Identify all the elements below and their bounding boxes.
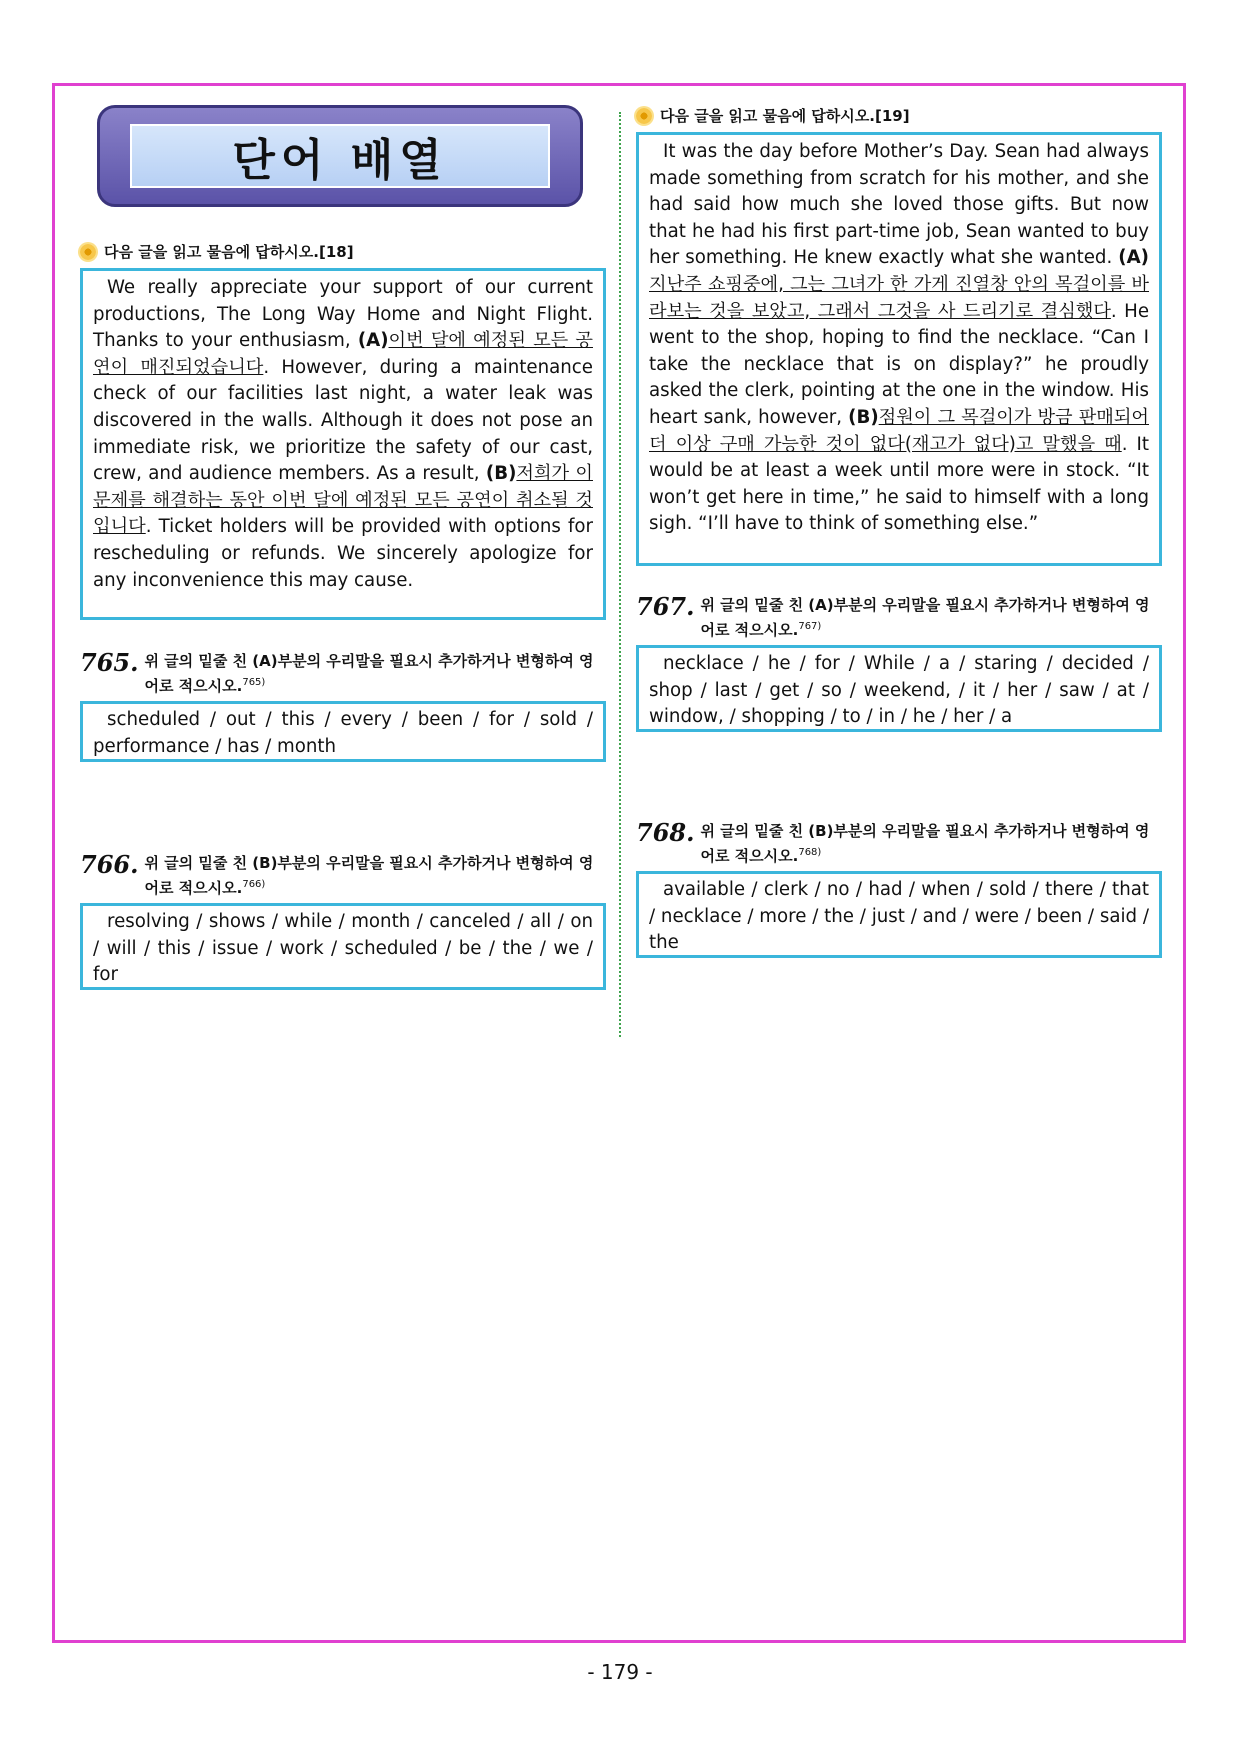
question-765 (80, 650, 606, 697)
question-766 (80, 852, 606, 899)
answer-box-768 (636, 871, 1162, 958)
underlined-b: 점원이 그 목걸이가 방금 판매되어 더 이상 구매 가능한 것이 없다(재고가 없다)고 말했을 때 (649, 406, 1149, 455)
answer-box-765 (80, 701, 606, 762)
passage-text: . However, during a maintenance check of our facilities last night, a water leak was discovered in the walls. Although it does not pose an immediate risk, we prioritize the safety of our cast, crew, and audience members. As a result, (93, 356, 594, 485)
instruction-text: 다음 글을 읽고 물음에 답하시오.[19] (660, 107, 910, 125)
question-number: 765. (80, 648, 139, 677)
title-banner (97, 105, 583, 207)
page-number: - 179 - (587, 1660, 653, 1684)
page-title: 단어 배열 (232, 135, 448, 186)
underlined-a: 이번 달에 예정된 모든 공연이 매진되었습니다 (93, 330, 593, 378)
answer-box-767 (636, 645, 1162, 732)
question-text: 위 글의 밑줄 친 (B)부분의 우리말을 필요시 추가하거나 변형하여 영어로 적으시오.$^{766)}$ (144, 854, 594, 897)
title-inner (130, 124, 550, 188)
instruction-text: 다음 글을 읽고 물음에 답하시오.[18] (104, 243, 354, 261)
label-a: (A) (1118, 247, 1149, 269)
underlined-b: 저희가 이 문제를 해결하는 동안 이번 달에 예정된 모든 공연이 취소될 것입니다 (93, 463, 593, 538)
answer-box-766 (80, 903, 606, 990)
question-text: 위 글의 밑줄 친 (A)부분의 우리말을 필요시 추가하거나 변형하여 영어로 적으시오.$^{765)}$ (144, 652, 594, 695)
question-number: 766. (80, 850, 139, 879)
flower-icon (80, 244, 96, 260)
word-bank: resolving / shows / while / month / canceled / all / on / will / this / issue / work / scheduled / be / the / we / for (93, 911, 593, 986)
passage-18 (80, 268, 606, 620)
underlined-a: 지난주 쇼핑중에, 그는 그녀가 한 가게 진열창 안의 목걸이를 바라보는 것을 보았고, 그래서 그것을 사 드리기로 결심했다 (649, 273, 1149, 322)
column-divider (619, 112, 621, 1037)
question-number: 767. (636, 592, 695, 621)
passage-19 (636, 132, 1162, 566)
passage-text: We really appreciate your support of our current productions, The Long Way Home and Night Flight. Thanks to your enthusiasm, (93, 277, 593, 352)
instruction-19 (636, 105, 1162, 126)
question-768 (636, 820, 1162, 867)
instruction-18 (80, 241, 606, 262)
right-column (636, 105, 1162, 958)
label-a: (A) (357, 330, 389, 352)
passage-text: It was the day before Mother’s Day. Sean had always made something from scratch for his mother, and she had said how much she loved those gifts. But now that he had his first part-time job, Sean wanted to buy her something. He knew exactly what she wanted. (649, 141, 1149, 269)
flower-icon (636, 108, 652, 124)
passage-text: . He went to the shop, hoping to find the necklace. “Can I take the necklace that is on display?” he proudly asked the clerk, pointing at the one in the window. His heart sank, however, (649, 300, 1150, 428)
question-text: 위 글의 밑줄 친 (A)부분의 우리말을 필요시 추가하거나 변형하여 영어로 적으시오.$^{767)}$ (700, 596, 1150, 639)
question-767 (636, 594, 1162, 641)
left-column (80, 105, 606, 990)
passage-text: . Ticket holders will be provided with options for rescheduling or refunds. We sincerely apologize for any inconvenience this may cause. (93, 516, 593, 591)
word-bank: necklace / he / for / While / a / staring / decided / shop / last / get / so / weekend, / it / her / saw / at / window, / shopping / to / in / he / her / a (649, 653, 1149, 728)
label-b: (B) (848, 406, 879, 428)
question-number: 768. (636, 818, 695, 847)
label-b: (B) (485, 463, 517, 485)
word-bank: available / clerk / no / had / when / sold / there / that / necklace / more / the / just / and / were / been / said / the (649, 879, 1149, 954)
passage-text: . It would be at least a week until more were in stock. “It won’t get here in time,” he said to himself with a long sigh. “I’ll have to think of something else.” (649, 433, 1149, 535)
question-text: 위 글의 밑줄 친 (B)부분의 우리말을 필요시 추가하거나 변형하여 영어로 적으시오.$^{768)}$ (700, 822, 1150, 865)
word-bank: scheduled / out / this / every / been / for / sold / performance / has / month (93, 709, 593, 757)
